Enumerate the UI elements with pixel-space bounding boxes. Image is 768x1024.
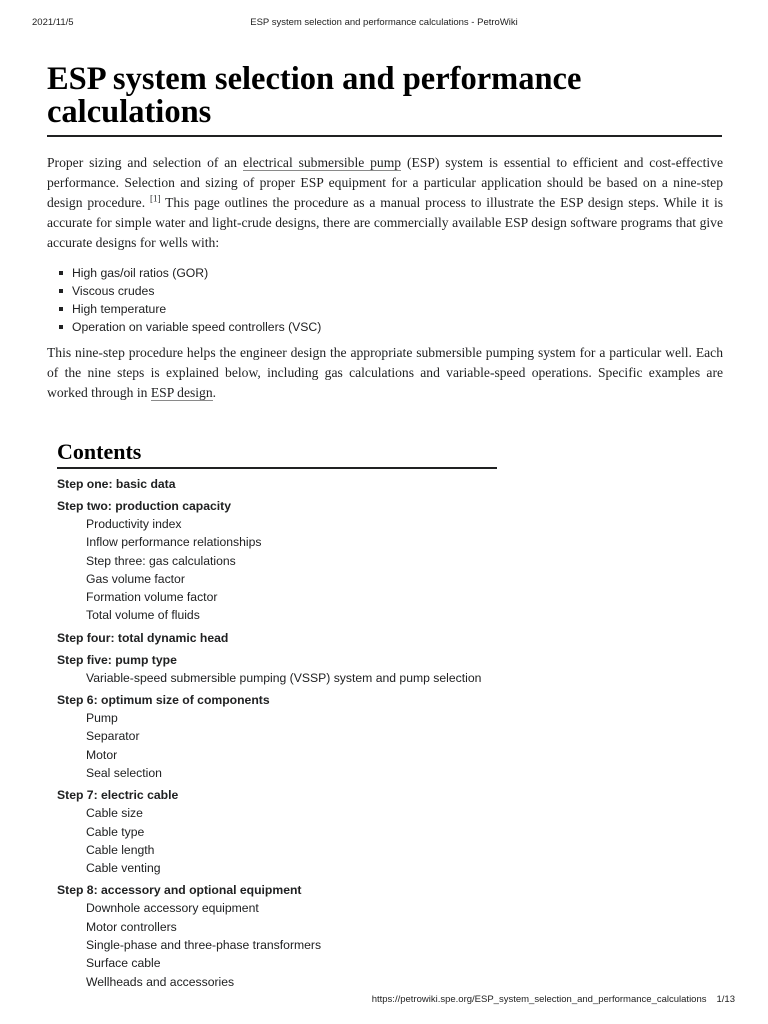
bullet-square-icon	[59, 271, 63, 275]
toc-subsection-link[interactable]: Cable type	[86, 824, 145, 839]
toc-section-link[interactable]: Step 6: optimum size of components	[57, 693, 270, 708]
toc-section-link[interactable]: Step one: basic data	[57, 477, 176, 491]
toc-section-link[interactable]: Step 7: electric cable	[57, 788, 179, 803]
reference-link-1[interactable]: [1]	[149, 193, 161, 204]
toc-section	[57, 498, 657, 625]
print-footer	[372, 994, 735, 1005]
toc-subsection-link[interactable]: Inflow performance relationships	[86, 535, 262, 550]
toc-subsection-link[interactable]: Cable venting	[86, 861, 161, 876]
print-header	[32, 17, 736, 31]
print-doc-title: ESP system selection and performance calculations - PetroWiki	[250, 17, 518, 28]
contents-heading: Contents	[57, 439, 142, 464]
intro-paragraph	[47, 153, 723, 253]
intro-text-2: (ESP) system is essential to efficient and cost-effective performance. Selection and sizing of proper ESP equipment for a particular application should be based on a nine-step design procedure.	[47, 155, 723, 210]
toc-subsection-link[interactable]: Total volume of fluids	[86, 608, 200, 623]
bullet-square-icon	[59, 325, 63, 329]
toc-section-link[interactable]: Step five: pump type	[57, 652, 177, 667]
toc-subsection-link[interactable]: Motor	[86, 747, 118, 762]
list-item	[57, 318, 321, 336]
link-electrical-submersible-pump[interactable]: electrical submersible pump	[242, 155, 402, 170]
outro-text-1: This nine-step procedure helps the engineer design the appropriate submersible pumping system for a particular well. Each of the nine steps is explained below, including gas calculations and variable-speed operations. Specific examples are worked through in	[47, 345, 723, 400]
toc-subsection-link[interactable]: Productivity index	[86, 517, 182, 531]
toc-subsection-link[interactable]: Wellheads and accessories	[86, 974, 235, 989]
toc-subsection-link[interactable]: Formation volume factor	[86, 590, 218, 605]
list-item	[57, 300, 321, 318]
list-item	[57, 264, 321, 282]
toc-section-link[interactable]: Step 8: accessory and optional equipment	[57, 883, 302, 898]
list-item-text: Viscous crudes	[72, 284, 155, 298]
bullet-square-icon	[59, 289, 63, 293]
table-of-contents	[57, 476, 657, 996]
list-item-text: High gas/oil ratios (GOR)	[72, 266, 209, 280]
list-item-text: High temperature	[72, 302, 167, 316]
toc-section-link[interactable]: Step two: production capacity	[57, 499, 232, 513]
toc-section	[57, 652, 657, 687]
toc-section	[57, 692, 657, 782]
toc-section	[57, 882, 657, 990]
list-item	[57, 282, 321, 300]
outro-text-2: .	[212, 385, 217, 400]
conditions-list	[57, 264, 321, 336]
toc-subsection-link[interactable]: Downhole accessory equipment	[86, 901, 259, 916]
toc-section	[57, 787, 657, 877]
toc-subsection-link[interactable]: Surface cable	[86, 956, 161, 971]
toc-subsection-link[interactable]: Seal selection	[86, 765, 162, 780]
bullet-square-icon	[59, 307, 63, 311]
outro-paragraph	[47, 343, 723, 403]
toc-subsection-link[interactable]: Single-phase and three-phase transformers	[86, 938, 322, 953]
toc-subsection-link[interactable]: Pump	[86, 711, 118, 726]
intro-text-1: Proper sizing and selection of an	[47, 155, 243, 170]
link-esp-design[interactable]: ESP design	[150, 385, 213, 400]
toc-subsection-link[interactable]: Separator	[86, 729, 140, 744]
toc-section	[57, 476, 657, 493]
list-item-text: Operation on variable speed controllers (VSC)	[72, 320, 322, 334]
toc-subsection-link[interactable]: Gas volume factor	[86, 571, 185, 586]
page-title: ESP system selection and performance calculations	[47, 61, 582, 130]
page-number: 1/13	[716, 994, 735, 1005]
toc-subsection-link[interactable]: Variable-speed submersible pumping (VSSP) system and pump selection	[86, 670, 482, 685]
print-date: 2021/11/5	[32, 17, 74, 28]
toc-subsection-link[interactable]: Cable size	[86, 806, 143, 821]
print-url: https://petrowiki.spe.org/ESP_system_selection_and_performance_calculations	[371, 994, 707, 1005]
intro-text-3: This page outlines the procedure as a manual process to illustrate the ESP design steps. While it is accurate for simple water and light-crude designs, there are commercially available ESP design software programs that give accurate designs for wells with:	[47, 195, 724, 250]
title-divider	[47, 135, 722, 137]
toc-subsection-link[interactable]: Cable length	[86, 842, 155, 857]
toc-subsection-link[interactable]: Step three: gas calculations	[86, 553, 236, 568]
toc-subsection-link[interactable]: Motor controllers	[86, 919, 177, 934]
contents-divider	[57, 467, 497, 469]
toc-section	[57, 630, 657, 647]
toc-section-link[interactable]: Step four: total dynamic head	[57, 630, 229, 645]
